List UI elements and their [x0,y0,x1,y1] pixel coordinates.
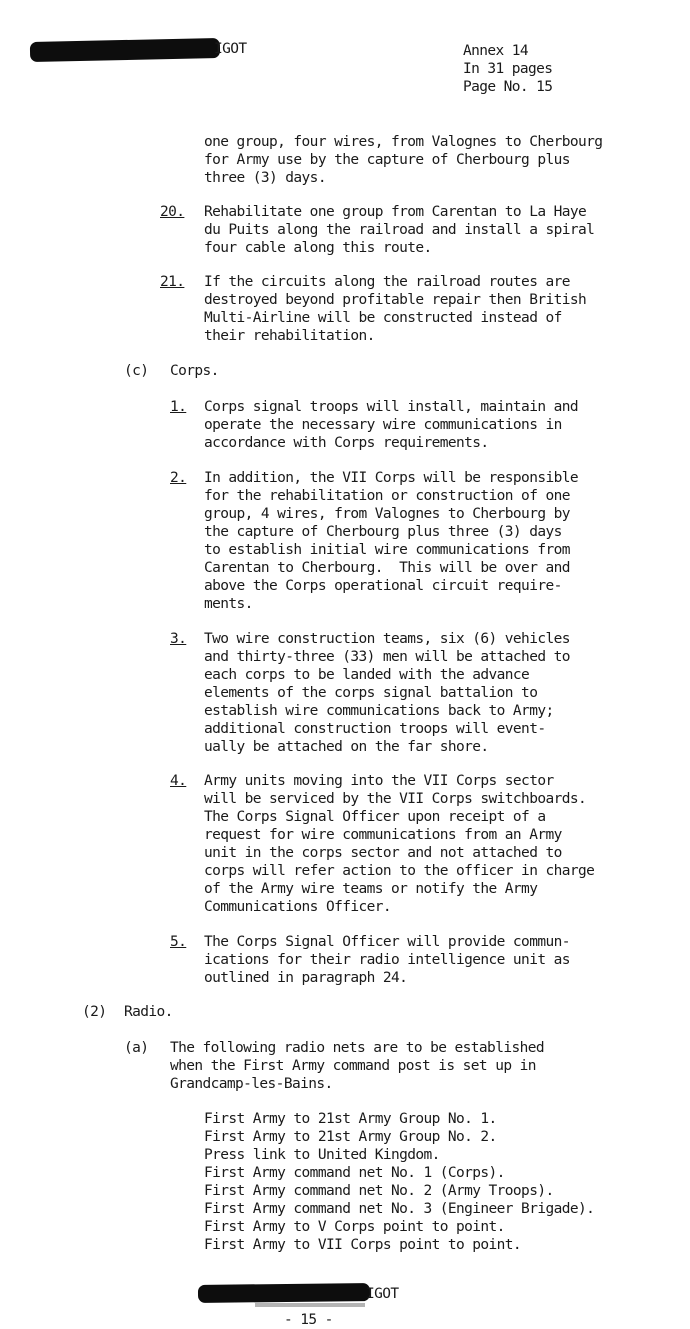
text-line: three (3) days. [204,170,326,186]
list-item: First Army to 21st Army Group No. 2. [204,1129,497,1145]
text-line: for the rehabilitation or construction of one [204,488,570,504]
item-number: 3. [170,631,187,647]
text-line: The Corps Signal Officer upon receipt of a [204,809,546,825]
text-line: when the First Army command post is set up in [170,1058,536,1074]
text-line: additional construction troops will event- [204,721,546,737]
section-label: (c) [124,363,149,379]
text-line: outlined in paragraph 24. [204,970,408,986]
item-number: 20. [160,204,185,220]
item-number: 2. [170,470,187,486]
text-line: to establish initial wire communications from [204,542,570,558]
text-line: of the Army wire teams or notify the Army [204,881,538,897]
section-title: Corps. [170,363,219,379]
text-line: Rehabilitate one group from Carentan to La Haye [204,204,587,220]
text-line: each corps to be landed with the advance [204,667,530,683]
section-title: Radio. [124,1004,173,1020]
text-line: their rehabilitation. [204,328,375,344]
list-item: First Army command net No. 2 (Army Troops). [204,1183,554,1199]
text-line: du Puits along the railroad and install a spiral [204,222,595,238]
text-line: and thirty-three (33) men will be attached to [204,649,570,665]
text-line: corps will refer action to the officer in charge [204,863,595,879]
text-line: The Corps Signal Officer will provide commun- [204,934,570,950]
text-line: will be serviced by the VII Corps switchboards. [204,791,587,807]
text-line: the capture of Cherbourg plus three (3) days [204,524,562,540]
text-line: In addition, the VII Corps will be responsible [204,470,578,486]
item-number: 5. [170,934,187,950]
item-number: 1. [170,399,187,415]
text-line: operate the necessary wire communications in [204,417,562,433]
text-line: ments. [204,596,253,612]
text-line: establish wire communications back to Army; [204,703,554,719]
text-line: request for wire communications from an Army [204,827,562,843]
text-line: unit in the corps sector and not attached to [204,845,562,861]
list-item: First Army to V Corps point to point. [204,1219,505,1235]
text-line: four cable along this route. [204,240,432,256]
page-number-header: Page No. 15 [463,79,553,95]
classification-top: IGOT [214,41,247,57]
text-line: Carentan to Cherbourg. This will be over and [204,560,570,576]
section-label: (2) [82,1004,107,1020]
text-line: above the Corps operational circuit require- [204,578,562,594]
redaction-bar-top [30,38,220,62]
text-line: ually be attached on the far shore. [204,739,489,755]
text-line: ications for their radio intelligence unit as [204,952,570,968]
list-item: Press link to United Kingdom. [204,1147,440,1163]
text-line: Two wire construction teams, six (6) vehicles [204,631,570,647]
text-line: Corps signal troops will install, maintain and [204,399,578,415]
annex-label: Annex 14 [463,43,529,59]
item-number: 21. [160,274,185,290]
text-line: one group, four wires, from Valognes to Cherbourg [204,134,603,150]
redaction-bar-bottom [198,1283,370,1303]
text-line: group, 4 wires, from Valognes to Cherbourg by [204,506,570,522]
page-number-footer: - 15 - [284,1312,333,1328]
item-label: (a) [124,1040,149,1056]
text-line: accordance with Corps requirements. [204,435,489,451]
text-line: If the circuits along the railroad routes are [204,274,570,290]
text-line: Multi-Airline will be constructed instead of [204,310,562,326]
page-count: In 31 pages [463,61,553,77]
text-line: for Army use by the capture of Cherbourg plus [204,152,570,168]
list-item: First Army command net No. 1 (Corps). [204,1165,505,1181]
text-line: Communications Officer. [204,899,391,915]
list-item: First Army command net No. 3 (Engineer Brigade). [204,1201,595,1217]
item-number: 4. [170,773,187,789]
list-item: First Army to VII Corps point to point. [204,1237,522,1253]
text-line: Grandcamp-les-Bains. [170,1076,333,1092]
text-line: Army units moving into the VII Corps sector [204,773,554,789]
classification-bottom: IGOT [366,1286,399,1302]
text-line: elements of the corps signal battalion to [204,685,538,701]
text-line: The following radio nets are to be established [170,1040,544,1056]
list-item: First Army to 21st Army Group No. 1. [204,1111,497,1127]
redaction-smudge [255,1303,365,1307]
text-line: destroyed beyond profitable repair then British [204,292,587,308]
